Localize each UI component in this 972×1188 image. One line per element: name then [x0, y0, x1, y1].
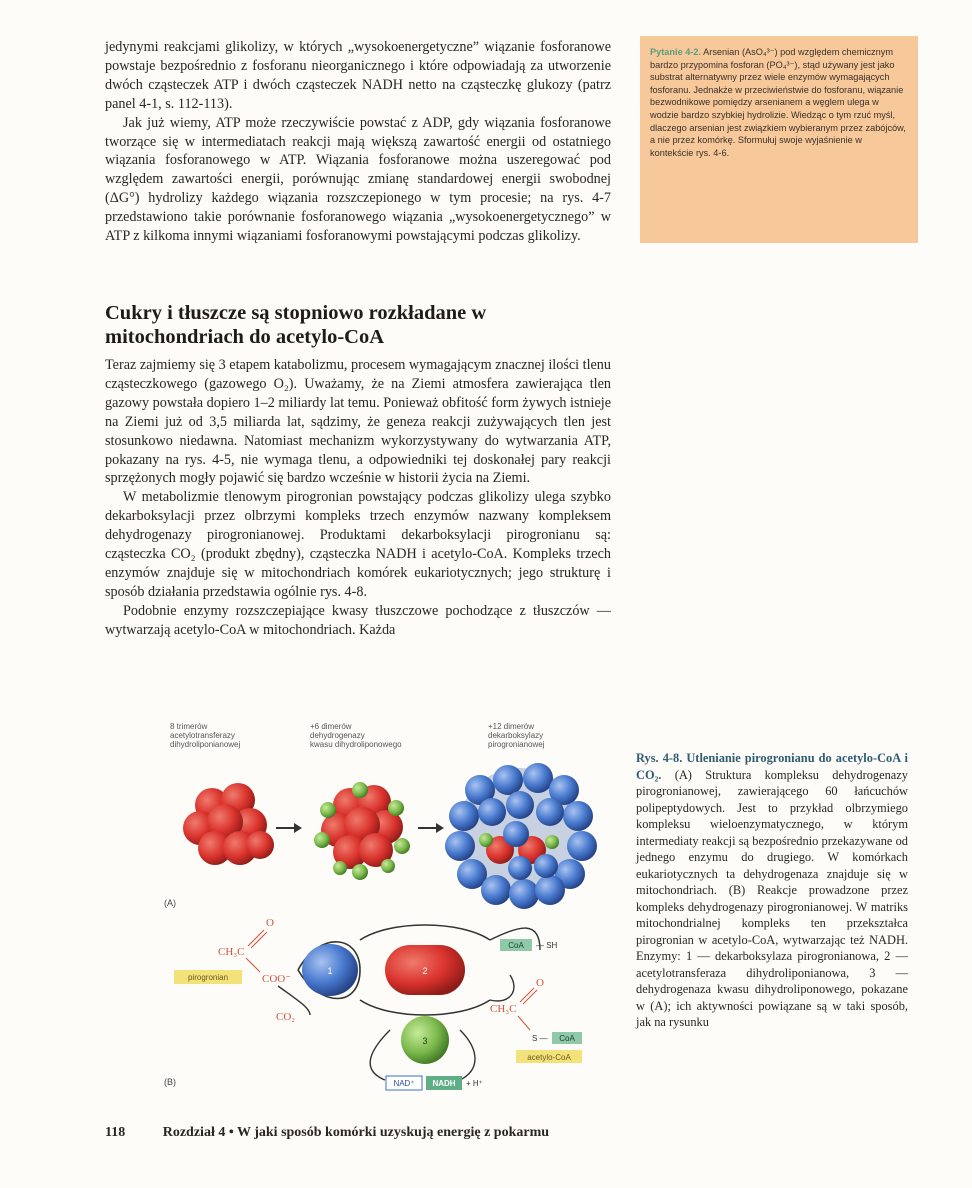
reaction-arrow — [460, 1030, 475, 1080]
sh-label: — SH — [536, 941, 558, 950]
coa-label: CoA — [559, 1034, 575, 1043]
paragraph: jedynymi reakcjami glikolizy, w których „wysokoenergetyczne” wiązanie fosforanowe powstaje bezpośrednio z fosforanu nieorganicznego i które odpowiadają za utworzenie dwóch cząsteczek ATP i dwóch cząsteczek NADH netto na cząsteczkę glukozy (patrz panel 4-1, s. 112-113). — [105, 39, 611, 112]
nadh-label: NADH — [432, 1079, 456, 1088]
label-line: kwasu dihydroliponowego — [310, 740, 402, 749]
reaction-arrow — [370, 1030, 390, 1080]
chem-text: O — [536, 977, 544, 989]
enzyme-number: 3 — [422, 1036, 428, 1046]
page-number: 118 — [105, 1125, 126, 1140]
question-sidebar — [640, 36, 918, 243]
section-heading: Cukry i tłuszcze są stopniowo rozkładane w mitochondriach do acetylo-CoA — [105, 302, 487, 348]
question-label: Pytanie 4-2. — [650, 47, 702, 57]
page-footer — [105, 1125, 549, 1141]
chem-text: CO₂ — [276, 1011, 296, 1023]
pyruvate-label: pirogronian — [187, 973, 229, 982]
chem-text: COO⁻ — [262, 973, 292, 985]
enzyme-number: 1 — [327, 966, 333, 976]
coa-sh — [500, 939, 558, 951]
label-line: pirogronianowej — [488, 740, 545, 749]
figure-4-8 — [160, 750, 630, 1100]
red-green-cluster — [314, 782, 410, 880]
question-body: Arsenian (AsO₄³⁻) pod względem chemicznym bardzo przypomina fosforan (PO₄³⁻), stąd używany jest jako substrat alternatywny przez wiele enzymów wymagających fosforanu. Jednakże w przeciwieństwie do fosforanu, wiązanie bezwodnikowe pomiędzy arsenianem a węglem ulega w wodzie bardzo szybkiej hydrolizie. Wiedząc o tym rzuć myśl, dlaczego arsenian jest związkiem wybieranym przez zabójców, a nie przez komórkę. Sformułuj swoje wyjaśnienie w kontekście rys. 4-6. — [650, 47, 906, 158]
caption-title: Rys. 4-8. Utlenianie pirogronianu do acetylo-CoA i CO₂. — [636, 751, 908, 782]
label-line: +6 dimerów — [310, 722, 352, 731]
acetyl-coa-label: acetylo-CoA — [527, 1053, 571, 1062]
section-body — [105, 356, 611, 640]
full-complex-cluster — [445, 763, 597, 909]
caption-text: (A) Struktura kompleksu dehydrogenazy pirogronianowej, zawierającego 60 łańcuchów polipeptydowych. Jest to przykład olbrzymiego kompleksu wieloenzymatycznego, w którym intermediaty reakcji są bezpośrednio przekazywane od jednego enzymu do drugiego. W komórkach eukariotycznych ta dehydrogenaza znajduje się w mitochondriach. (B) Reakcje prowadzone przez kompleks dehydrogenazy pirogronianowej. W matriks mitochondrialnej kompleks ten przekształca pirogronian w acetylo-CoA, wytwarzając też NADH. Enzymy: 1 — dekarboksylaza pirogronianowa, 2 — acetylotransferaza dihydroliponianowa, 3 — dehydrogenaza kwasu dihydroliponowego, pokazane w (A); ich aktywności powiązane są w taki sposób, jak na rysunku — [636, 767, 908, 1029]
reaction-arrow — [360, 925, 490, 940]
enzyme-3 — [401, 1016, 449, 1064]
label-line: +12 dimerów — [488, 722, 535, 731]
enzyme-2 — [385, 945, 465, 995]
panel-b-label: (B) — [164, 1077, 176, 1087]
reaction-arrow — [360, 1000, 490, 1015]
chem-text: O — [266, 917, 274, 929]
enzyme-number: 2 — [422, 966, 428, 976]
panel-a-label: (A) — [164, 898, 176, 908]
paragraph: Podobnie enzymy rozszczepiające kwasy tłuszczowe pochodzące z tłuszczów — wytwarzają acetylo-CoA w mitochondriach. Każda — [105, 602, 611, 638]
body-paragraphs-top — [105, 38, 611, 246]
chem-text: CH₃C — [490, 1003, 517, 1015]
figure-label-trimers — [170, 722, 280, 749]
chapter-title: Rozdział 4 • W jaki sposób komórki uzyskują energię z pokarmu — [162, 1125, 550, 1140]
paragraph: Teraz zajmiemy się 3 etapem katabolizmu, procesem wymagającym znacznej ilości tlenu cząsteczkowego (gazowego O₂). Uważamy, że na Ziemi atmosfera zawierająca tlen gazowy powstała dopiero 1–2 miliardy lat temu. Ponieważ obfitość form żywych istnieje na Ziemi już od 3,5 miliarda lat, sądzimy, że geneza reakcji zużywających tlen jest stosunkowo niedawna. Natomiast mechanizm wykorzystywany do wytwarzania ATP, pokazany na rys. 4-5, nie wymaga tlenu, a odpowiedniki tej doskonałej pary reakcji sprzężonych mogły pojawić się bardzo wcześnie w historii życia na Ziemi. — [105, 357, 611, 487]
arrow-icon — [418, 823, 444, 833]
nad-nadh — [386, 1076, 483, 1090]
reaction-arrow — [490, 975, 514, 1001]
figure-caption — [636, 750, 908, 1031]
coa-label: CoA — [508, 941, 524, 950]
paragraph: W metabolizmie tlenowym pirogronian powstający podczas glikolizy ulega szybko dekarboksylacji przez olbrzymi kompleks trzech enzymów nazwany kompleksem dehydrogenazy pirogronianowej. Produktami dekarboksylacji pirogronianu są: cząsteczka CO₂ (produkt zbędny), cząsteczka NADH i acetylo-CoA. Kompleks trzech enzymów znajduje się w mitochondriach komórek eukariotycznych; jego strukturę i sposób działania przedstawia ogólnie rys. 4-8. — [105, 489, 611, 600]
paragraph: Jak już wiemy, ATP może rzeczywiście powstać z ADP, gdy wiązania fosforanowe tworzące się w intermediatach reakcji mają większą zawartość energii od ostatniego wiązania fosforanowego w ATP. Wiązania fosforanowe można uszeregować pod względem zawartości energii, porównując zmianę standardowej energii swobodnej (ΔG°) hydrolizy każdego wiązania rozszczepionego w tym procesie; na rys. 4-7 przedstawiono takie porównanie fosforanowego wiązania „wysokoenergetycznego” w ATP z kilkoma innymi wiązaniami fosforanowymi powstającymi podczas glikolizy. — [105, 114, 611, 245]
pyruvate-structure — [174, 917, 291, 985]
chem-text: CH₃C — [218, 946, 245, 958]
question-text — [650, 46, 906, 159]
arrow-icon — [276, 823, 302, 833]
nad-label: NAD⁺ — [393, 1079, 415, 1088]
label-line: acetylotransferazy — [170, 731, 235, 740]
label-line: dehydrogenazy — [310, 731, 365, 740]
label-line: 8 trimerów — [170, 722, 208, 731]
enzyme-1 — [302, 944, 358, 996]
h-label: + H⁺ — [466, 1079, 483, 1088]
figure-label-dimers-6 — [310, 722, 430, 749]
figure-label-dimers-12 — [488, 722, 598, 749]
s-label: S — — [532, 1034, 548, 1043]
label-line: dihydroliponianowej — [170, 740, 241, 749]
red-core-cluster — [183, 783, 274, 865]
acetyl-coa-structure — [490, 977, 582, 1063]
label-line: dekarboksylazy — [488, 731, 544, 740]
